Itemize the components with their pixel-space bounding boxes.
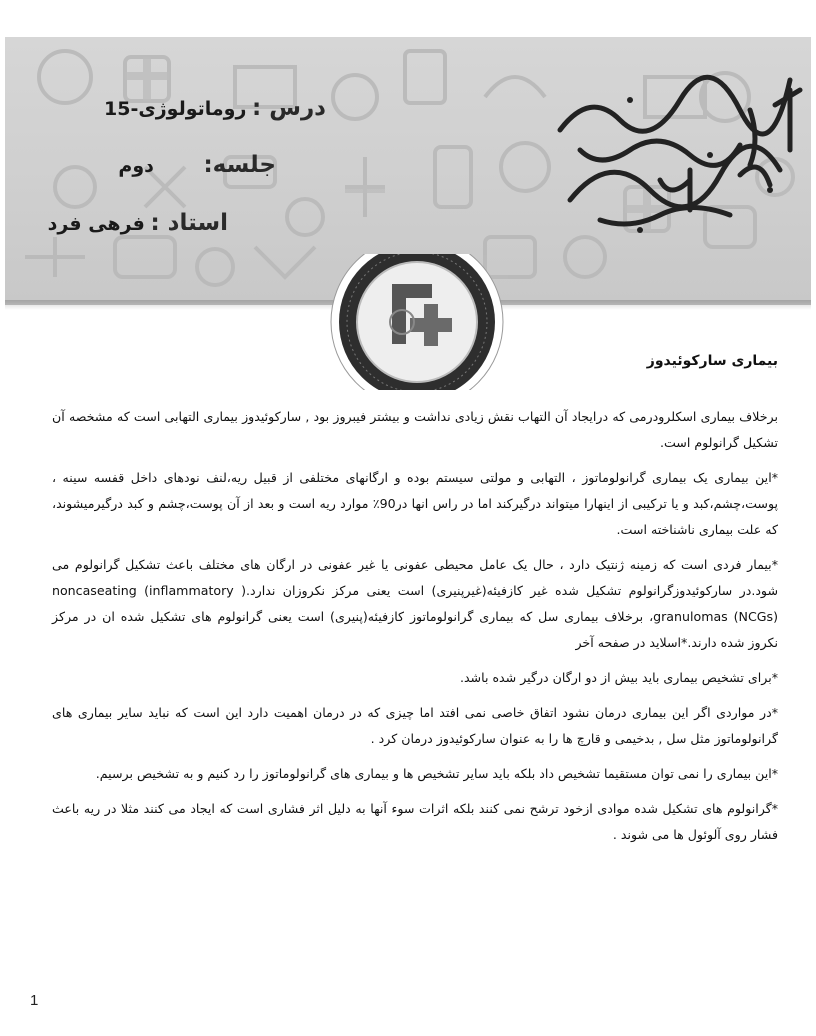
course-line — [104, 95, 326, 121]
course-label: درس : — [252, 95, 326, 121]
calligraphy-logo — [540, 60, 810, 240]
paragraph: *گرانولوم های تشکیل شده موادی ازخود ترشح نمی کنند بلکه اثرات سوء آنها به دلیل اثر فشاری است که ایجاد می کنند مثلا در ریه باعث فشار روی آلوئول ها می شوند . — [52, 801, 778, 842]
session-value: دوم — [118, 155, 154, 177]
paragraph: *بیمار فردی است که زمینه ژنتیک دارد ، حال یک عامل محیطی عفونی یا غیر عفونی در ارگان های مختلف باعث تشکیل گرانولوم می شود.در سارکوئیدوزگرانولوم تشکیل شده غیر کازفیئه(غیرپنیری) است یعنی مرکز نکروزان ندارد.( noncaseating (inflammatory granulomas (NCGs)، برخلاف بیماری سل که بیماری گرانولوماتوز کازفیئه(پنیری) است یعنی گرانولوم های تشکیل شده ان در مرکز نکروز شده دارند.*اسلاید در صفحه آخر — [52, 557, 778, 650]
course-value: روماتولوژی-15 — [103, 98, 247, 120]
teacher-value: فرهی فرد — [47, 213, 145, 235]
article-body — [52, 348, 778, 857]
page-number: 1 — [30, 992, 39, 1009]
paragraph: برخلاف بیماری اسکلرودرمی که درایجاد آن التهاب نقش زیادی نداشت و بیشتر فیبروز بود , سارکوئیدوز بیماری التهابی است که مشخصه آن تشکیل گرانولوم است. — [52, 409, 778, 450]
paragraph: *برای تشخیص بیماری باید بیش از دو ارگان درگیر شده باشد. — [459, 670, 778, 685]
session-label: جلسه: — [203, 152, 276, 178]
paragraph: *این بیماری یک بیماری گرانولوماتوز ، التهابی و مولتی سیستم بوده و ارگانهای مختلفی از قبیل ریه،لنف نودهای داخل قفسه سینه ، پوست،چشم،کبد و یا ترکیبی از اینهارا میتواند درگیرکند اما در راس انها در90٪ موارد ریه است و بعد از آن پوست،چشم و کبد درگیرمیشوند، که علت بیماری ناشناخته است. — [52, 470, 778, 537]
paragraph: *این بیماری را نمی توان مستقیما تشخیص داد بلکه باید سایر تشخیص ها و بیماری های گرانولوماتوز را رد کنیم و به تشخیص برسیم. — [95, 766, 778, 781]
article-title: بیماری سارکوئیدوز — [646, 353, 778, 369]
teacher-label: استاد : — [150, 210, 228, 236]
teacher-line — [48, 210, 228, 236]
paragraph: *در مواردی اگر این بیماری درمان نشود اتفاق خاصی نمی افتد اما چیزی که در درمان اهمیت دارد این است که نباید سایر بیماری های گرانولوماتوز مثل سل , بدخیمی و قارچ ها را به عنوان سارکوئیدوز درمان کرد . — [52, 705, 778, 746]
session-line — [118, 152, 276, 178]
